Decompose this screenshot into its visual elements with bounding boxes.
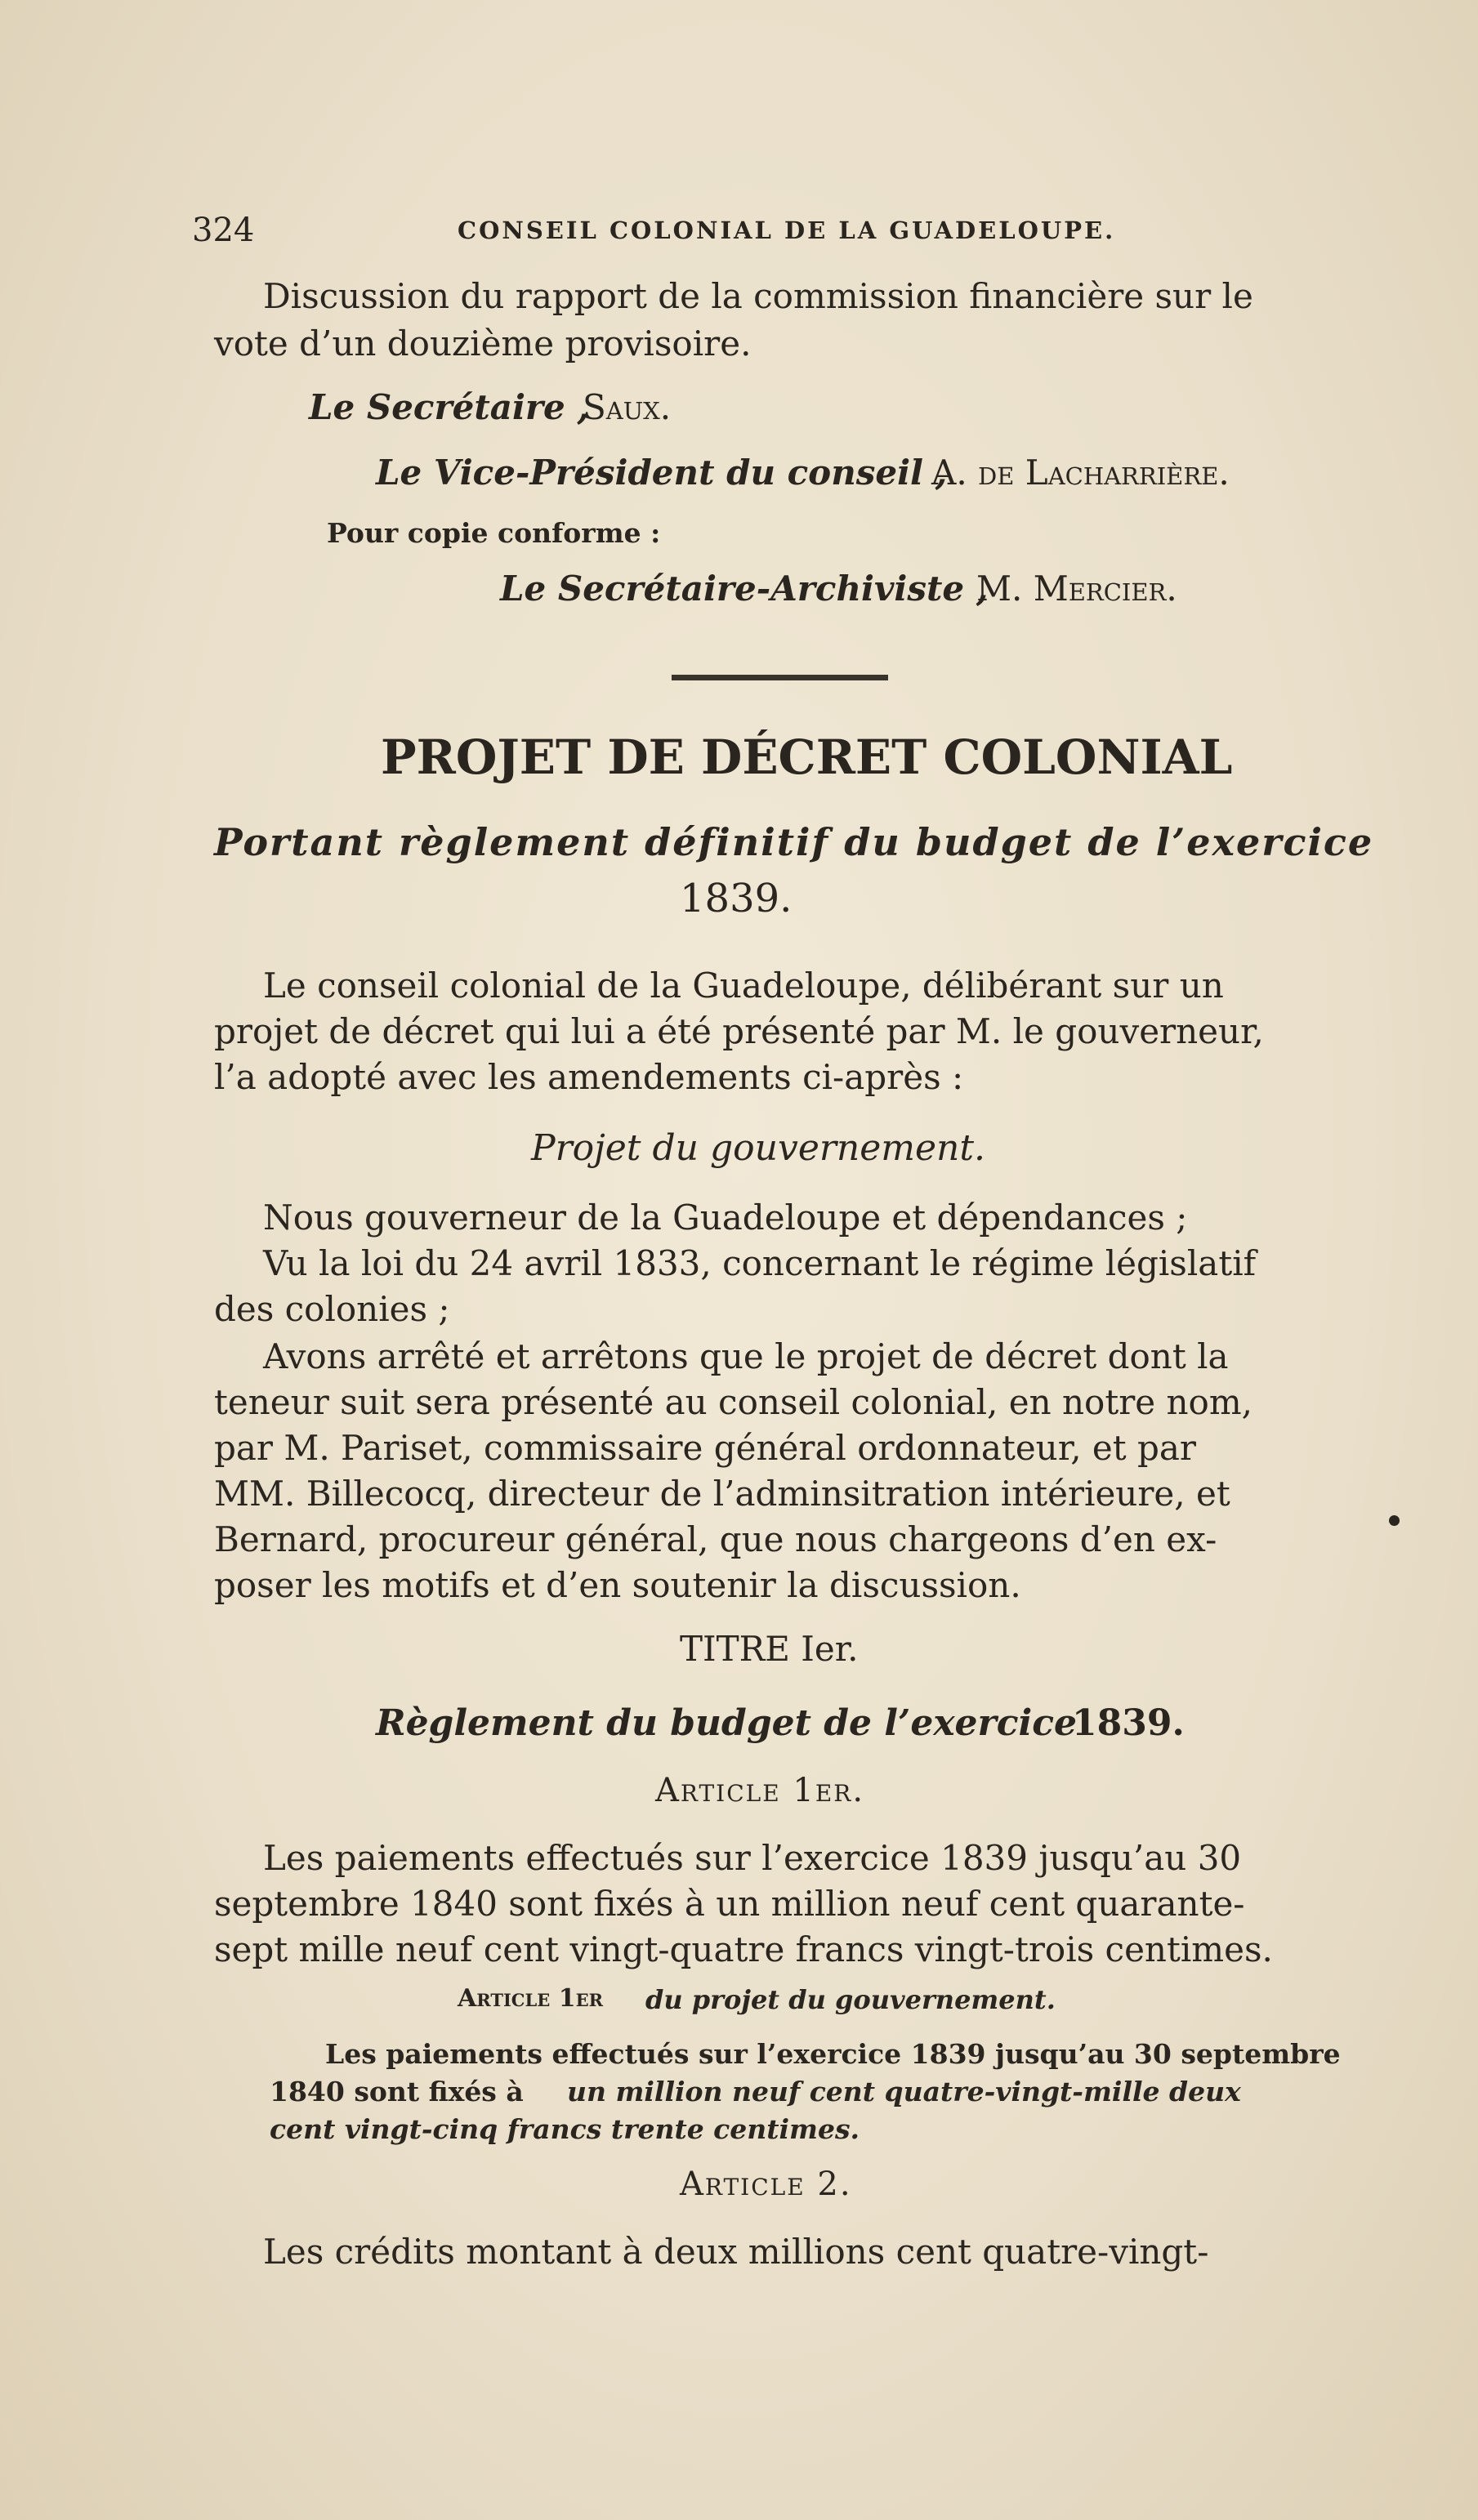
- vice-president-label: Le Vice-Président du conseil ,: [376, 453, 948, 493]
- preamble-line-1: Le conseil colonial de la Guadeloupe, délibérant sur un: [263, 966, 1224, 1006]
- decree-line-6: par M. Pariset, commissaire général ordonnateur, et par: [214, 1428, 1196, 1468]
- decree-line-7: MM. Billecocq, directeur de l’adminsitration intérieure, et: [214, 1474, 1230, 1514]
- decree-title: PROJET DE DÉCRET COLONIAL: [381, 729, 1233, 785]
- section-divider: [672, 675, 888, 680]
- article-1-heading: Article 1er.: [655, 1772, 865, 1809]
- vice-president-name: A. de Lacharrière.: [931, 453, 1230, 493]
- secretaire-name: Saux.: [583, 387, 672, 427]
- titre-label: TITRE Ier.: [680, 1629, 859, 1669]
- decree-line-8: Bernard, procureur général, que nous chargeons d’en ex-: [214, 1519, 1217, 1559]
- article-1-gov-line-3: cent vingt-cinq francs trente centimes.: [270, 2113, 860, 2145]
- intro-line-2: vote d’un douzième provisoire.: [214, 323, 752, 364]
- decree-line-2: Vu la loi du 24 avril 1833, concernant le régime législatif: [263, 1243, 1257, 1283]
- intro-line-1: Discussion du rapport de la commission financière sur le: [263, 276, 1253, 316]
- article-1-line-2: septembre 1840 sont fixés à un million neuf cent quarante-: [214, 1884, 1245, 1924]
- article-1-line-3: sept mille neuf cent vingt-quatre francs vingt-trois centimes.: [214, 1929, 1273, 1969]
- article-2-heading: Article 2.: [680, 2165, 852, 2203]
- preamble-line-3: l’a adopté avec les amendements ci-après :: [214, 1057, 964, 1097]
- titre-subtitle: Règlement du budget de l’exercice: [376, 1702, 1078, 1744]
- decree-line-1: Nous gouverneur de la Guadeloupe et dépendances ;: [263, 1198, 1188, 1238]
- page-number: 324: [192, 212, 255, 249]
- projet-heading: Projet du gouvernement.: [531, 1127, 986, 1169]
- decree-year: 1839.: [680, 876, 793, 921]
- decree-line-4: Avons arrêté et arrêtons que le projet de décret dont la: [263, 1336, 1229, 1376]
- article-2-line-1: Les crédits montant à deux millions cent quatre-vingt-: [263, 2232, 1209, 2272]
- decree-line-9: poser les motifs et d’en soutenir la discussion.: [214, 1565, 1021, 1605]
- article-1-line-1: Les paiements effectués sur l’exercice 1839 jusqu’au 30: [263, 1838, 1242, 1878]
- article-1-gov-line-2a: 1840 sont fixés à: [270, 2076, 524, 2107]
- article-1-gov-heading-prefix: Article 1er: [458, 1984, 604, 2013]
- decree-line-3: des colonies ;: [214, 1289, 450, 1329]
- article-1-gov-heading-suffix: du projet du gouvernement.: [645, 1984, 1056, 2015]
- decree-line-5: teneur suit sera présenté au conseil colonial, en notre nom,: [214, 1382, 1253, 1422]
- article-1-gov-line-2b: un million neuf cent quatre-vingt-mille deux: [567, 2076, 1241, 2107]
- preamble-line-2: projet de décret qui lui a été présenté par M. le gouverneur,: [214, 1011, 1264, 1051]
- titre-year: 1839.: [1072, 1702, 1185, 1744]
- archiviste-label: Le Secrétaire-Archiviste ,: [500, 569, 989, 609]
- archiviste-name: M. Mercier.: [976, 569, 1177, 609]
- decree-subtitle: Portant règlement définitif du budget de l’exercice: [214, 820, 1374, 864]
- article-1-gov-line-1: Les paiements effectués sur l’exercice 1839 jusqu’au 30 septembre: [325, 2038, 1341, 2070]
- secretaire-label: Le Secrétaire ,: [309, 387, 590, 427]
- copie-conforme: Pour copie conforme :: [327, 517, 661, 549]
- margin-mark: [1389, 1515, 1400, 1526]
- running-title: CONSEIL COLONIAL DE LA GUADELOUPE.: [458, 216, 1116, 244]
